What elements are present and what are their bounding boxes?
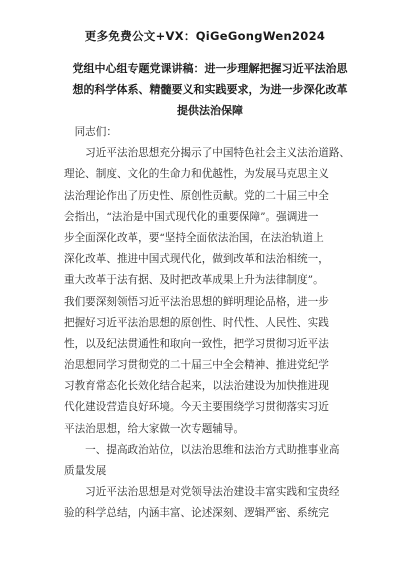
body-line: 性，以及纪法贯通性和取向一致性，把学习贯彻习近平法 (64, 337, 329, 350)
header-banner: 更多免费公文+VX：QiGeGongWen2024 (84, 29, 326, 43)
body-line: 理论、制度、文化的生命力和优越性，为发展马克思主义 (64, 168, 329, 181)
title-line: 想的科学体系、精髓要义和实践要求，为进一步深化改革 (72, 83, 348, 96)
body-line: 验的科学总结，内涵丰富、论述深刻、逻辑严密、系统完 (64, 507, 329, 520)
title-line: 提供法治保障 (177, 104, 243, 117)
document-body (64, 122, 354, 525)
body-line: 重大改革于法有据、及时把改革成果上升为法律制度”。 (64, 274, 324, 287)
body-line: 我们要深刻领悟习近平法治思想的鲜明理论品格，进一步 (64, 295, 329, 308)
section-heading: 一、提高政治站位，以法治思维和法治方式助推事业高 (64, 443, 340, 456)
title-line: 党组中心组专题党课讲稿：进一步理解把握习近平法治思 (72, 62, 348, 75)
salutation: 同志们： (64, 126, 117, 138)
body-line: 习教育常态化长效化结合起来，以法治建设为加快推进现 (64, 380, 329, 393)
section-heading: 质量发展 (64, 465, 107, 477)
body-line: 会指出，“法治是中国式现代化的重要保障”。强调进一 (64, 210, 319, 223)
body-line: 治思想同学习贯彻党的二十届三中全会精神、推进党纪学 (64, 359, 329, 372)
body-line: 把握好习近平法治思想的原创性、时代性、人民性、实践 (64, 316, 329, 329)
body-line: 平法治思想，给大家做一次专题辅导。 (64, 422, 245, 435)
body-line: 习近平法治思想充分揭示了中国特色社会主义法治道路、 (64, 147, 351, 160)
document-title (60, 58, 360, 121)
body-line: 代化建设营造良好环境。今天主要围绕学习贯彻落实习近 (64, 401, 329, 414)
body-line: 深化改革、推进中国式现代化，做到改革和法治相统一， (64, 253, 329, 266)
body-line: 习近平法治思想是对党领导法治建设丰富实践和宝贵经 (64, 486, 340, 499)
body-line: 步全面深化改革，要“坚持全面依法治国，在法治轨道上 (64, 231, 324, 244)
body-line: 法治理论作出了历史性、原创性贡献。党的二十届三中全 (64, 189, 329, 202)
